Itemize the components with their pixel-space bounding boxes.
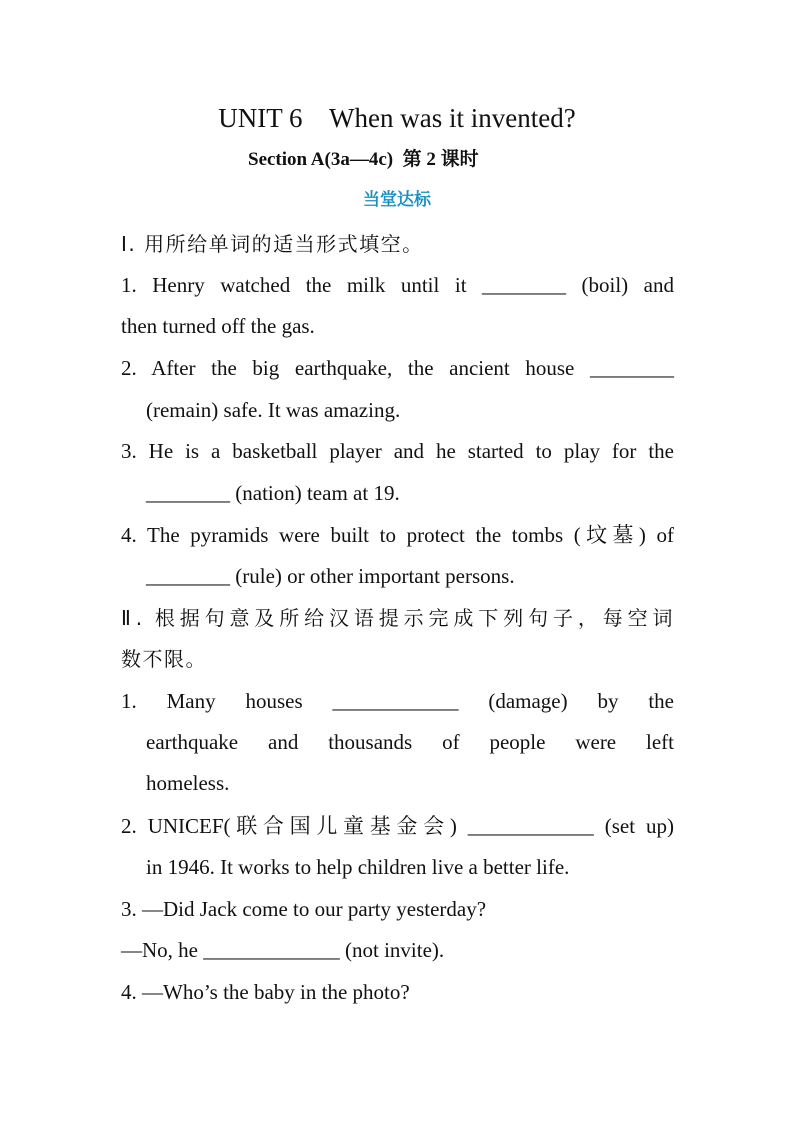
part2-q1-line1: 1. Many houses ____________ (damage) by the	[121, 689, 674, 713]
part1-q1-line2: then turned off the gas.	[121, 314, 315, 338]
part1-q1-line1: 1. Henry watched the milk until it ________ (boil) and	[121, 273, 674, 297]
part1-q2-line2: (remain) safe. It was amazing.	[146, 398, 401, 422]
part2-q2-line2: in 1946. It works to help children live a better life.	[146, 855, 570, 879]
part2-q4-line1: 4. —Who’s the baby in the photo?	[121, 980, 410, 1004]
part2-q1-line3: homeless.	[146, 771, 230, 795]
part2-heading-line1: Ⅱ. 根据句意及所给汉语提示完成下列句子，每空词	[121, 606, 674, 630]
unit-title: UNIT 6 When was it invented?	[218, 103, 576, 133]
section-subtitle: Section A(3a—4c) 第 2 课时	[248, 149, 479, 170]
part1-q4-line2: ________ (rule) or other important persons.	[146, 564, 515, 588]
part2-q3-line2: —No, he _____________ (not invite).	[121, 938, 445, 962]
part2-q1-line2: earthquake and thousands of people were left	[146, 730, 674, 754]
part2-heading-line2: 数不限。	[121, 647, 207, 671]
part1-q3-line1: 3. He is a basketball player and he started to play for the	[121, 439, 674, 463]
part2-q3-line1: 3. —Did Jack come to our party yesterday?	[121, 897, 487, 921]
part1-q2-line1: 2. After the big earthquake, the ancient house ________	[121, 356, 674, 380]
part1-q3-line2: ________ (nation) team at 19.	[146, 481, 400, 505]
part2-q2-line1: 2. UNICEF(联合国儿童基金会) ____________ (set up)	[121, 814, 674, 838]
part1-heading: Ⅰ. 用所给单词的适当形式填空。	[121, 232, 424, 256]
section-label: 当堂达标	[363, 190, 431, 210]
part1-q4-line1: 4. The pyramids were built to protect the tombs (坟墓) of	[121, 523, 674, 547]
